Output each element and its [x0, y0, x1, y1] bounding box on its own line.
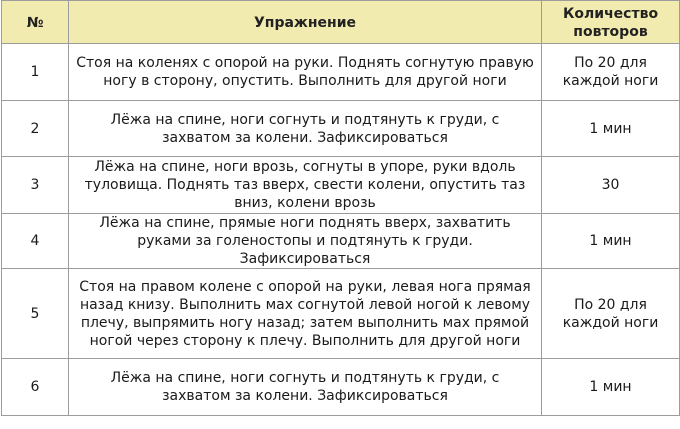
- header-row: [2, 1, 680, 44]
- row-repetitions: По 20 для каждой ноги: [542, 44, 680, 101]
- table-row: [2, 44, 680, 101]
- table-row: [2, 359, 680, 416]
- row-repetitions: 1 мин: [542, 359, 680, 416]
- row-number: 5: [2, 269, 69, 359]
- row-exercise: Стоя на коленях с опорой на руки. Поднять согнутую правую ногу в сторону, опустить. Выполнить для другой ноги: [69, 44, 542, 101]
- table-row: [2, 157, 680, 214]
- row-exercise: Стоя на правом колене с опорой на руки, левая нога прямая назад книзу. Выполнить мах согнутой левой ногой к левому плечу, выпрямить ногу назад; затем выполнить мах прямой ногой через сторону к плечу. Выполнить для другой ноги: [69, 269, 542, 359]
- table-row: [2, 269, 680, 359]
- row-repetitions: 30: [542, 157, 680, 214]
- row-exercise: Лёжа на спине, прямые ноги поднять вверх, захватить руками за голеностопы и подтянуть к груди. Зафиксироваться: [69, 214, 542, 269]
- row-exercise: Лёжа на спине, ноги согнуть и подтянуть к груди, с захватом за колени. Зафиксироваться: [69, 359, 542, 416]
- row-exercise: Лёжа на спине, ноги врозь, согнуты в упоре, руки вдоль туловища. Поднять таз вверх, свести колени, опустить таз вниз, колени врозь: [69, 157, 542, 214]
- header-repetitions: Количество повторов: [542, 1, 680, 44]
- row-number: 2: [2, 101, 69, 157]
- row-number: 4: [2, 214, 69, 269]
- exercise-table: [1, 0, 680, 416]
- row-number: 6: [2, 359, 69, 416]
- table-row: [2, 214, 680, 269]
- table-row: [2, 101, 680, 157]
- row-number: 1: [2, 44, 69, 101]
- row-repetitions: По 20 для каждой ноги: [542, 269, 680, 359]
- row-exercise: Лёжа на спине, ноги согнуть и подтянуть к груди, с захватом за колени. Зафиксироваться: [69, 101, 542, 157]
- row-repetitions: 1 мин: [542, 101, 680, 157]
- header-number: №: [2, 1, 69, 44]
- row-number: 3: [2, 157, 69, 214]
- row-repetitions: 1 мин: [542, 214, 680, 269]
- header-exercise: Упражнение: [69, 1, 542, 44]
